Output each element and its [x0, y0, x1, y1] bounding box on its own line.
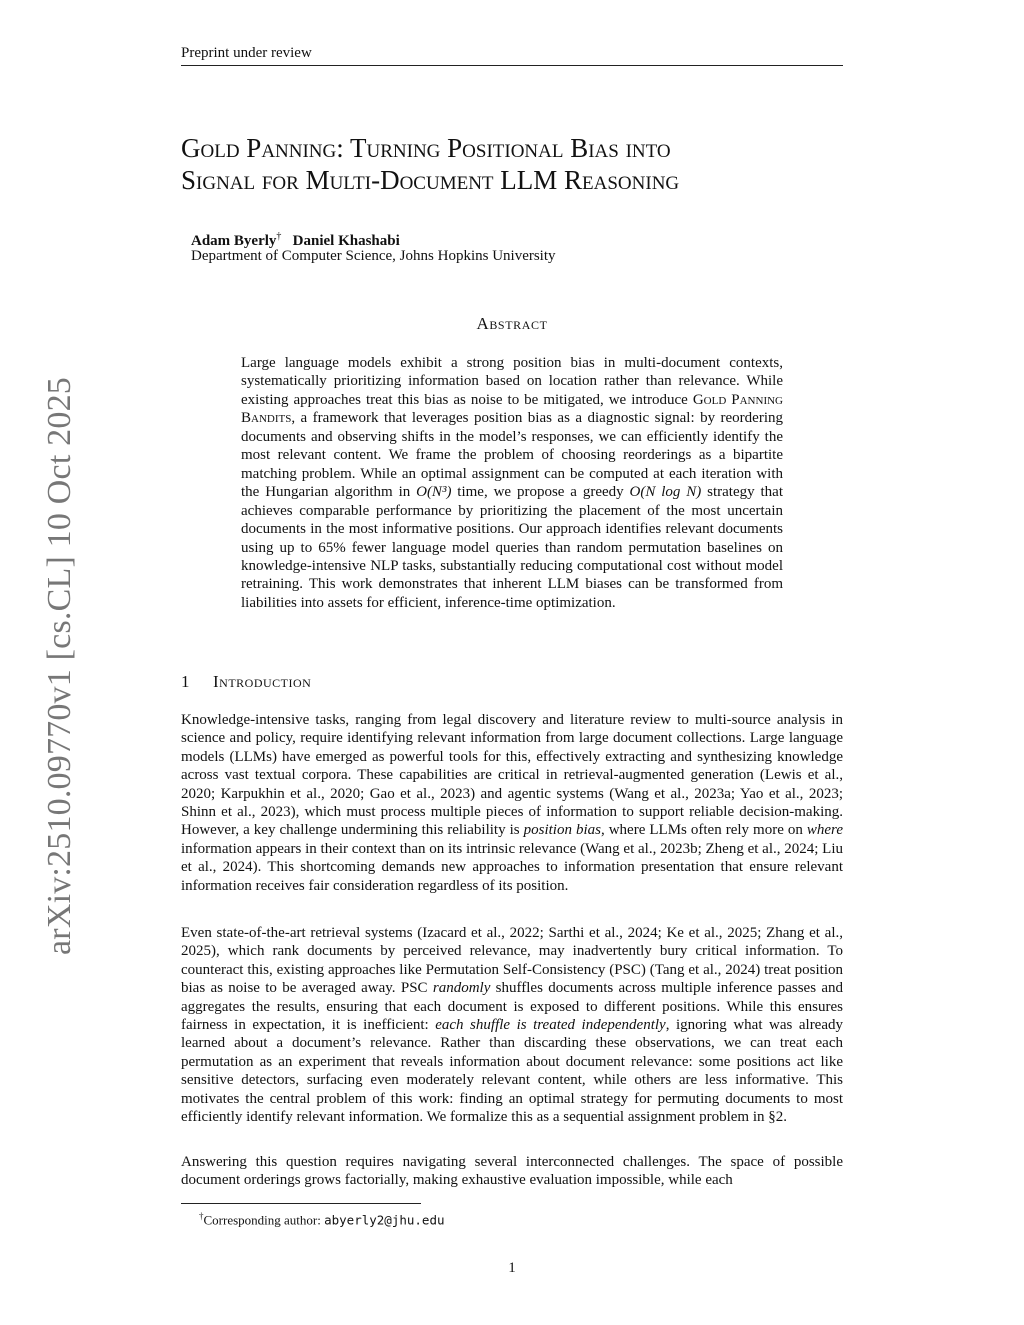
intro-paragraph-2: Even state-of-the-art retrieval systems (Izacard et al., 2022; Sarthi et al., 2024; Ke et al., 2025; Zhang et al., 2025), which rank documents by perceived relevance, may inadvertently bury critical information. To counteract this, existing approaches like Permutation Self-Consistency (PSC) (Tang et al., 2024) treat position bias as noise to be averaged away. PSC randomly shuffles documents across multiple inference passes and aggregates the results, ensuring that each document is exposed to different positions. While this ensures fairness in expectation, it is inefficient: each shuffle is treated independently, ignoring what was already learned about a document’s relevance. Rather than discarding these observations, we can treat each permutation as an experiment that reveals information about document relevance: some positions act like sensitive detectors, surfacing even moderately relevant content, while others are less informative. This motivates the central problem of this work: finding an optimal strategy for permuting documents to most efficiently identify relevant information. We formalize this as a sequential assignment problem in §2. — [181, 925, 844, 1126]
emphasis: each shuffle is treated independently — [435, 1017, 666, 1034]
footnote-label: Corresponding author: — [203, 1212, 325, 1228]
section-heading-introduction — [181, 671, 581, 693]
section-title: Introduction — [213, 672, 312, 691]
page-number: 1 — [508, 1260, 516, 1276]
intro-paragraph-3: Answering this question requires navigating several interconnected challenges. The space of possible document orderings grows factorially, making exhaustive evaluation impossible, while each — [181, 1154, 843, 1189]
emphasis: where — [806, 822, 843, 839]
footnote-mark: † — [199, 1211, 204, 1221]
author-footnote-mark: † — [276, 231, 282, 242]
author-name: Daniel Khashabi — [292, 233, 400, 249]
abstract-heading: Abstract — [476, 314, 548, 333]
intro-paragraph-1: Knowledge-intensive tasks, ranging from legal discovery and literature review to multi-source analysis in science and policy, require identifying relevant information from large document collections. Large language models (LLMs) have emerged as powerful tools for this, effectively extracting and synthesizing knowledge across vast textual corpora. These capabilities are critical in retrieval-augmented generation (Lewis et al., 2020; Karpukhin et al., 2020; Gao et al., 2023) and agentic systems (Wang et al., 2023a; Yao et al., 2023; Shinn et al., 2023), which must process multiple pieces of information to support reliable decision-making. However, a key challenge undermining this reliability is position bias, where LLMs often rely more on where information appears in their context than on its intrinsic relevance (Wang et al., 2023b; Zheng et al., 2024; Liu et al., 2024). This shortcoming demands new approaches to information presentation that ensure relevant information receives fair consideration regardless of its position. — [181, 712, 843, 894]
footnote-rule — [181, 1203, 421, 1204]
framework-name: Gold Panning Bandits — [241, 391, 783, 427]
abstract-body: Large language models exhibit a strong position bias in multi-document contexts, systematically prioritizing information based on location rather than relevance. While existing approaches treat this bias as noise to be mitigated, we introduce Gold Panning Bandits, a framework that leverages position bias as a diagnostic signal: by reordering documents and observing shifts in the model’s responses, we can efficiently identify the most relevant content. We frame the problem of choosing reorderings as a bipartite matching problem. While an optimal assignment can be computed at each iteration with the Hungarian algorithm in O(N³) time, we propose a greedy O(N log N) strategy that achieves comparable performance by prioritizing the placement of the most uncertain documents in the most informative positions. Our approach identifies relevant documents using up to 65% fewer language model queries than random permutation baselines on knowledge-intensive NLP tasks, substantially reducing computational cost without model retraining. This work demonstrates that inherent LLM biases can be transformed from liabilities into assets for efficient, inference-time optimization. — [241, 355, 783, 611]
footnote — [199, 1208, 699, 1228]
section-number: 1 — [181, 672, 190, 691]
title-line-2: Signal for Multi-Document LLM Reasoning — [181, 165, 680, 195]
paper-title — [181, 132, 861, 196]
email-link[interactable]: abyerly2@jhu.edu — [324, 1212, 445, 1228]
emphasis: position bias — [523, 822, 601, 839]
running-header: Preprint under review — [181, 45, 312, 61]
math-expression: O(N³) — [416, 484, 452, 501]
arxiv-stamp: arXiv:2510.09770v1 [cs.CL] 10 Oct 2025 — [41, 377, 78, 955]
math-expression: O(N log N) — [629, 484, 702, 501]
affiliation: Department of Computer Science, Johns Hopkins University — [191, 248, 556, 264]
author-name: Adam Byerly — [191, 233, 277, 249]
header-rule — [181, 65, 843, 66]
emphasis: randomly — [432, 980, 491, 997]
title-line-1: Gold Panning: Turning Positional Bias into — [181, 133, 671, 163]
